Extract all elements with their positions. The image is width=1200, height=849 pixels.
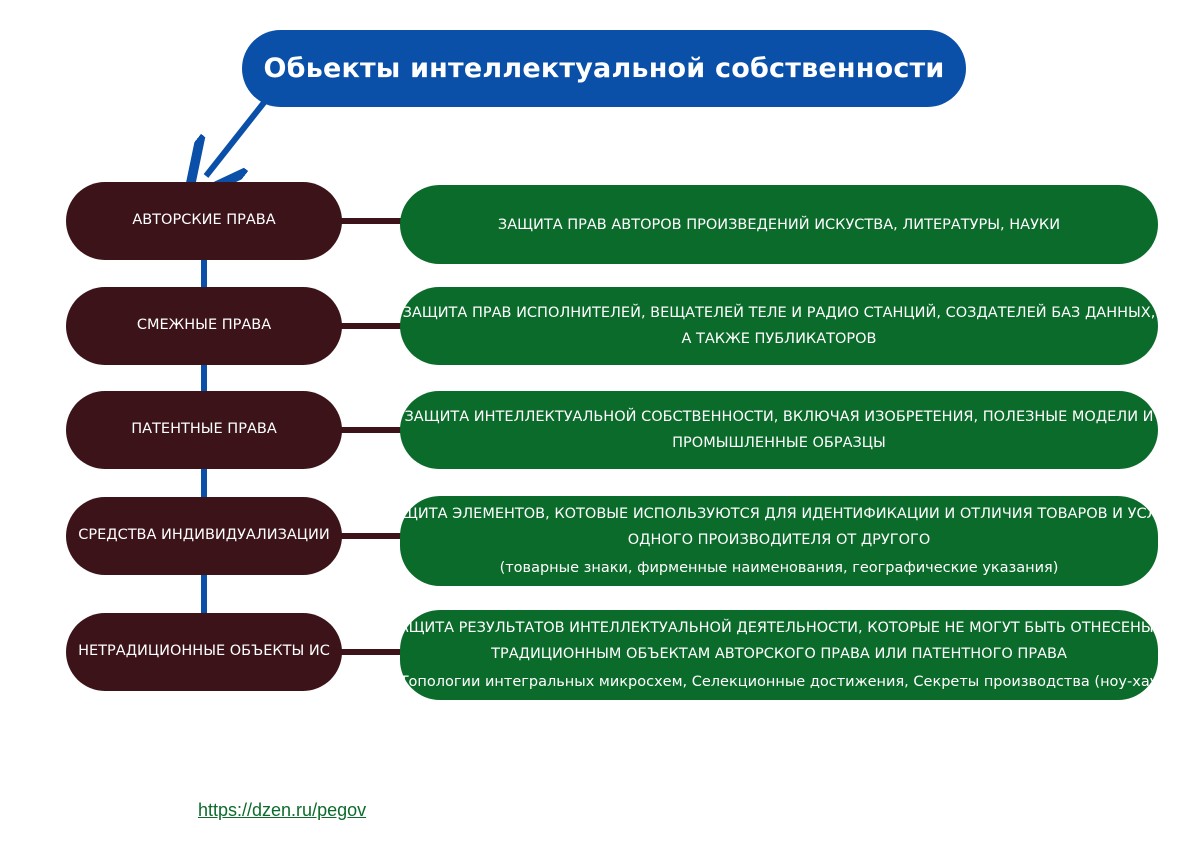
description-note: (товарные знаки, фирменные наименования, географические указания) xyxy=(499,560,1059,576)
description-patent-rights xyxy=(400,391,1158,469)
category-individualization xyxy=(66,497,342,575)
description-line: ЗАЩИТА ЭЛЕМЕНТОВ, КОТОВЫЕ ИСПОЛЬЗУЮТСЯ ДЛЯ ИДЕНТИФИКАЦИИ И ОТЛИЧИЯ ТОВАРОВ И УСЛУГ xyxy=(382,506,1176,522)
category-label: СРЕДСТВА ИНДИВИДУАЛИЗАЦИИ xyxy=(78,527,330,544)
category-label: НЕТРАДИЦИОННЫЕ ОБЪЕКТЫ ИС xyxy=(78,643,330,660)
description-individualization xyxy=(382,496,1176,586)
category-related-rights xyxy=(66,287,342,365)
category-nontraditional xyxy=(66,613,342,691)
description-line: ЗАЩИТА ПРАВ ИСПОЛНИТЕЛЕЙ, ВЕЩАТЕЛЕЙ ТЕЛЕ И РАДИО СТАНЦИЙ, СОЗДАТЕЛЕЙ БАЗ ДАННЫХ, xyxy=(402,305,1156,321)
description-line: ЗАЩИТА ИНТЕЛЛЕКТУАЛЬНОЙ СОБСТВЕННОСТИ, ВКЛЮЧАЯ ИЗОБРЕТЕНИЯ, ПОЛЕЗНЫЕ МОДЕЛИ И xyxy=(404,409,1154,425)
category-patent-rights xyxy=(66,391,342,469)
category-label: ПАТЕНТНЫЕ ПРАВА xyxy=(131,421,277,438)
diagram-title xyxy=(242,30,966,107)
description-line: ПРОМЫШЛЕННЫЕ ОБРАЗЦЫ xyxy=(672,435,886,451)
source-link[interactable]: https://dzen.ru/pegov xyxy=(198,800,367,820)
description-line: А ТАКЖЕ ПУБЛИКАТОРОВ xyxy=(681,331,877,347)
description-nontraditional xyxy=(389,610,1169,700)
description-note: (Топологии интегральных микросхем, Селекционные достижения, Секреты производства (ноу-хау) xyxy=(394,674,1164,690)
description-line: ОДНОГО ПРОИЗВОДИТЕЛЯ ОТ ДРУГОГО xyxy=(627,532,931,548)
category-label: АВТОРСКИЕ ПРАВА xyxy=(132,212,276,229)
diagram-title-text: Обьекты интеллектуальной собственности xyxy=(263,53,945,84)
description-line: ТРАДИЦИОННЫМ ОБЪЕКТАМ АВТОРСКОГО ПРАВА ИЛИ ПАТЕНТНОГО ПРАВА xyxy=(491,646,1067,662)
description-related-rights xyxy=(400,287,1158,365)
category-label: СМЕЖНЫЕ ПРАВА xyxy=(136,317,272,334)
category-copyright xyxy=(66,182,342,260)
description-line: ЗАЩИТА РЕЗУЛЬТАТОВ ИНТЕЛЛЕКТУАЛЬНОЙ ДЕЯТЕЛЬНОСТИ, КОТОРЫЕ НЕ МОГУТ БЫТЬ ОТНЕСЕНЫ К xyxy=(389,620,1169,636)
description-line: ЗАЩИТА ПРАВ АВТОРОВ ПРОИЗВЕДЕНИЙ ИСКУСТВА, ЛИТЕРАТУРЫ, НАУКИ xyxy=(497,216,1061,233)
title-arrow xyxy=(206,100,266,176)
description-copyright xyxy=(400,185,1158,264)
